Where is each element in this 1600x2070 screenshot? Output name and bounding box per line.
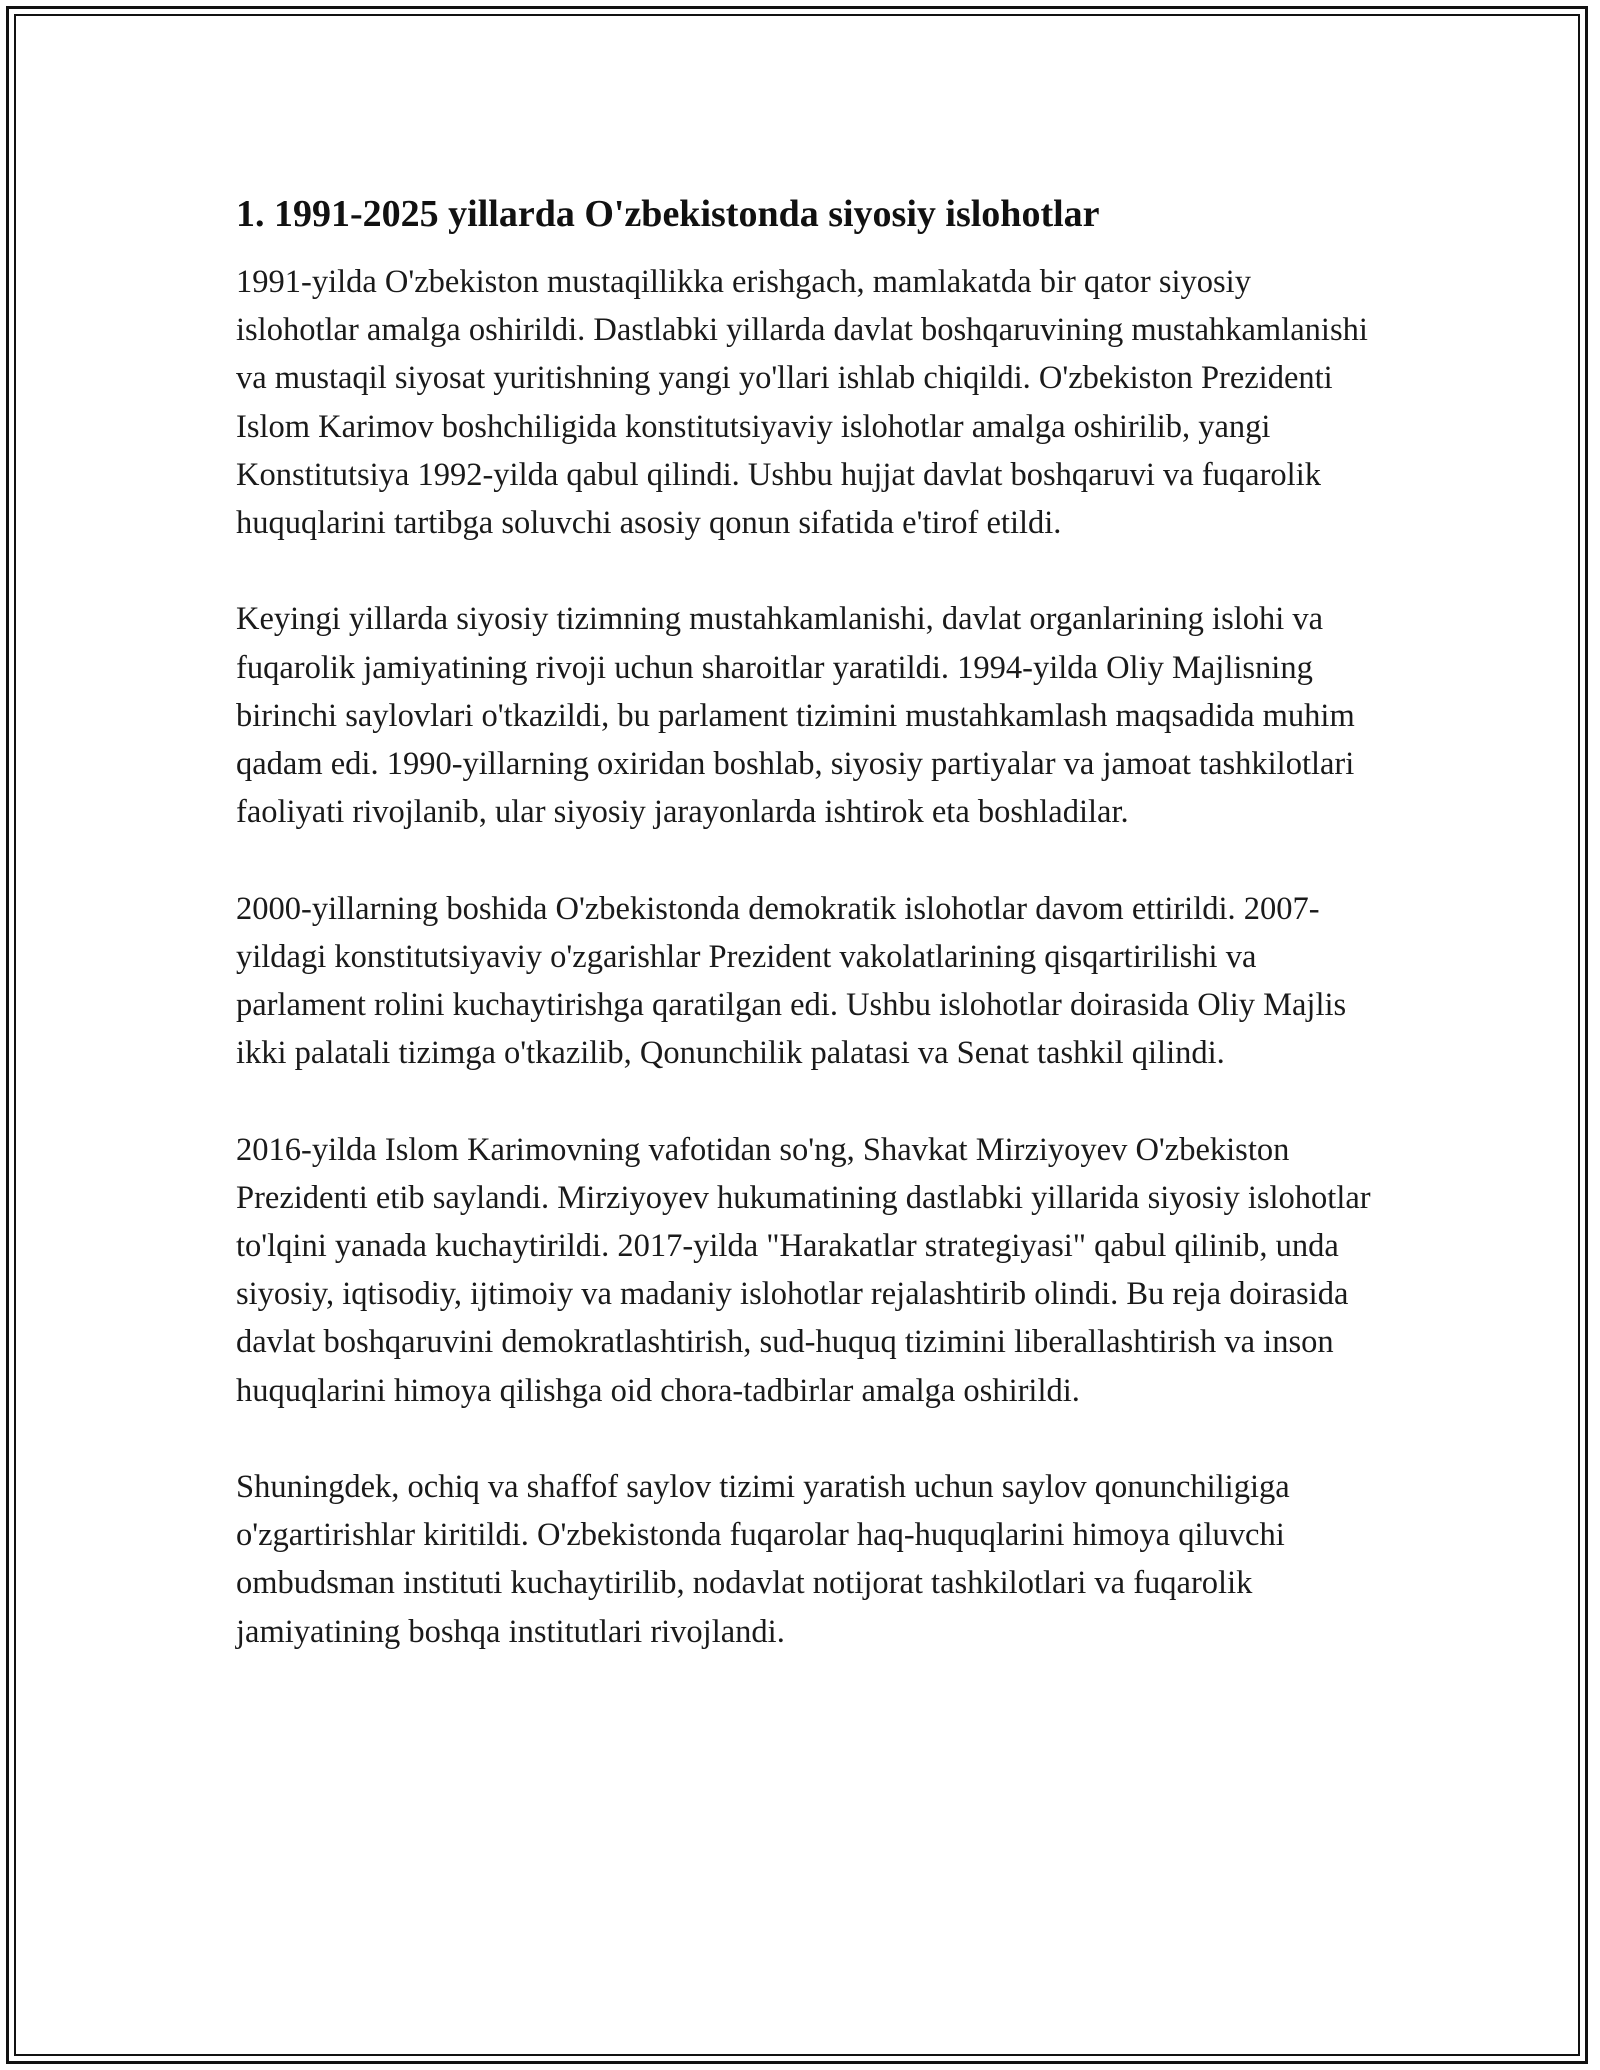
- section-heading: 1. 1991-2025 yillarda O'zbekistonda siyosiy islohotlar: [236, 193, 1100, 235]
- document-body: [236, 190, 1376, 1704]
- paragraph-2: Keyingi yillarda siyosiy tizimning mustahkamlanishi, davlat organlarining islohi va fuqarolik jamiyatining rivoji uchun sharoitlar yaratildi. 1994-yilda Oliy Majlisning birinchi saylovlari o'tkazildi, bu parlament tizimini mustahkamlash maqsadida muhim qadam edi. 1990-yillarning oxiridan boshlab, siyosiy partiyalar va jamoat tashkilotlari faoliyati rivojlanib, ular siyosiy jarayonlarda ishtirok eta boshladilar.: [236, 601, 1355, 831]
- paragraph-3: 2000-yillarning boshida O'zbekistonda demokratik islohotlar davom ettirildi. 2007-yildagi konstitutsiyaviy o'zgarishlar Prezident vakolatlarining qisqartirilishi va parlament rolini kuchaytirishga qaratilgan edi. Ushbu islohotlar doirasida Oliy Majlis ikki palatali tizimga o'tkazilib, Qonunchilik palatasi va Senat tashkil qilindi.: [236, 890, 1347, 1072]
- paragraph-4: 2016-yilda Islom Karimovning vafotidan so'ng, Shavkat Mirziyoyev O'zbekiston Prezidenti etib saylandi. Mirziyoyev hukumatining dastlabki yillarida siyosiy islohotlar to'lqini yanada kuchaytirildi. 2017-yilda "Harakatlar strategiyasi" qabul qilinib, unda siyosiy, iqtisodiy, ijtimoiy va madaniy islohotlar rejalashtirib olindi. Bu reja doirasida davlat boshqaruvini demokratlashtirish, sud-huquq tizimini liberallashtirish va inson huquqlarini himoya qilishga oid chora-tadbirlar amalga oshirildi.: [236, 1131, 1371, 1409]
- paragraph-5: Shuningdek, ochiq va shaffof saylov tizimi yaratish uchun saylov qonunchiligiga o'zgartirishlar kiritildi. O'zbekistonda fuqarolar haq-huquqlarini himoya qiluvchi ombudsman instituti kuchaytirilib, nodavlat notijorat tashkilotlari va fuqarolik jamiyatining boshqa institutlari rivojlandi.: [236, 1469, 1290, 1650]
- paragraph-1: 1991-yilda O'zbekiston mustaqillikka erishgach, mamlakatda bir qator siyosiy islohotlar amalga oshirildi. Dastlabki yillarda davlat boshqaruvining mustahkamlanishi va mustaqil siyosat yuritishning yangi yo'llari ishlab chiqildi. O'zbekiston Prezidenti Islom Karimov boshchiligida konstitutsiyaviy islohotlar amalga oshirilib, yangi Konstitutsiya 1992-yilda qabul qilindi. Ushbu hujjat davlat boshqaruvi va fuqarolik huquqlarini tartibga soluvchi asosiy qonun sifatida e'tirof etildi.: [236, 264, 1368, 542]
